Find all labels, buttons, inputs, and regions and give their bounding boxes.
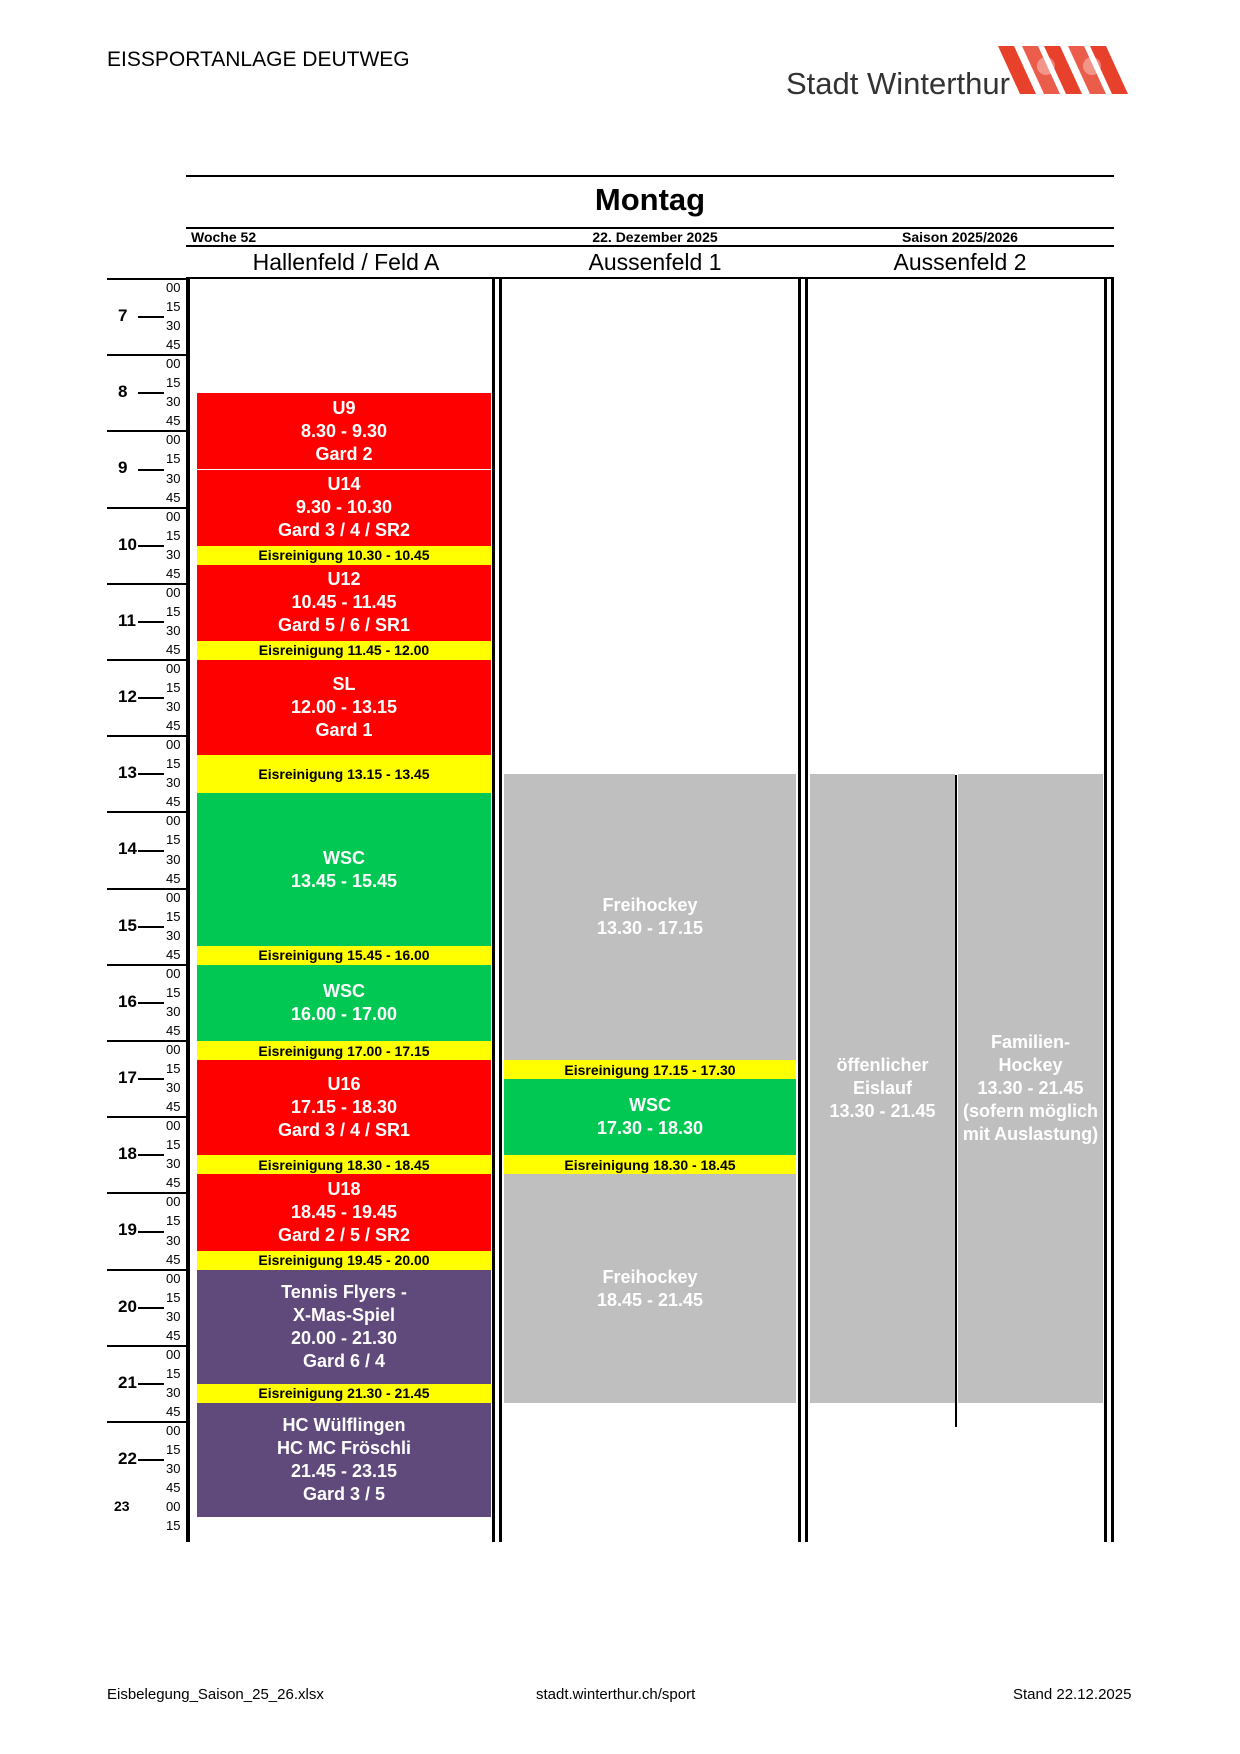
column-header-aussenfeld-1: Aussenfeld 1 (588, 249, 722, 275)
minute-label: 15 (166, 527, 181, 543)
minute-label: 45 (166, 1251, 181, 1267)
booking-text-line: U12 (327, 569, 361, 590)
hour-label: 22 (118, 1449, 137, 1468)
ice-cleaning-slot[interactable] (197, 946, 491, 965)
booking-text-line: Eisreinigung 21.30 - 21.45 (258, 1385, 430, 1402)
booking-text-line: 13.30 - 21.45 (977, 1078, 1084, 1099)
ice-cleaning-slot[interactable] (197, 1041, 491, 1060)
minute-label: 30 (166, 851, 181, 867)
half-hour-tick (138, 850, 164, 852)
half-hour-tick (138, 1459, 164, 1461)
footer-url[interactable]: stadt.winterthur.ch/sport (536, 1686, 696, 1703)
booking-block[interactable] (197, 393, 491, 469)
column-border-hallenfeld-a (492, 279, 495, 1542)
minute-label: 15 (166, 375, 181, 391)
ice-cleaning-slot[interactable] (504, 1155, 796, 1174)
ice-cleaning-slot[interactable] (197, 755, 491, 793)
column-border-left (186, 279, 190, 1542)
booking-text-line: Gard 3 / 4 / SR1 (277, 1120, 411, 1141)
minute-label: 30 (166, 1156, 181, 1172)
ice-cleaning-slot[interactable] (197, 1384, 491, 1403)
booking-text-line: Eisreinigung 10.30 - 10.45 (258, 547, 430, 564)
minute-label: 00 (166, 1118, 181, 1134)
booking-text-line: 20.00 - 21.30 (290, 1327, 398, 1348)
minute-label: 30 (166, 1308, 181, 1324)
minute-label: 15 (166, 1442, 181, 1458)
booking-text-line: (sofern möglich (962, 1101, 1098, 1122)
booking-text-line: Eisreinigung 18.30 - 18.45 (564, 1156, 736, 1173)
booking-text-line: HC MC Fröschli (276, 1438, 411, 1459)
minute-label: 15 (166, 680, 181, 696)
booking-text-line: Gard 2 / 5 / SR2 (277, 1224, 411, 1245)
minute-label: 15 (166, 908, 181, 924)
booking-text-line: WSC (323, 980, 365, 1001)
booking-text-line: 18.45 - 21.45 (596, 1289, 704, 1310)
booking-text-line: Eislauf (852, 1078, 913, 1099)
minute-label: 30 (166, 1232, 181, 1248)
booking-text-line: 21.45 - 23.15 (290, 1461, 398, 1482)
booking-text-line: Gard 1 (315, 720, 373, 741)
minute-label: 00 (166, 1346, 181, 1362)
booking-text-line: HC Wülflingen (282, 1415, 406, 1436)
hour-label: 7 (118, 306, 128, 325)
minute-label: 45 (166, 1099, 181, 1115)
winterthur-lion-logo-icon (998, 44, 1138, 96)
ice-cleaning-slot[interactable] (197, 641, 491, 660)
booking-block[interactable] (197, 470, 491, 546)
meta-rule (186, 245, 1114, 247)
half-hour-tick (138, 1307, 164, 1309)
minute-label: 45 (166, 413, 181, 429)
minute-label: 45 (166, 946, 181, 962)
minute-label: 00 (166, 1194, 181, 1210)
booking-block[interactable] (504, 774, 796, 1060)
column-border-aussenfeld1-b (805, 279, 808, 1542)
hour-label: 16 (118, 991, 137, 1011)
booking-block[interactable] (504, 1174, 796, 1403)
hour-label: 20 (118, 1296, 137, 1316)
booking-text-line: 8.30 - 9.30 (300, 420, 388, 441)
minute-label: 00 (166, 280, 181, 295)
booking-text-line: U18 (327, 1178, 361, 1199)
hour-label: 18 (118, 1144, 137, 1164)
half-hour-tick (138, 1002, 164, 1004)
minute-label: 30 (166, 622, 181, 638)
week-label: Woche 52 (191, 229, 257, 245)
minute-label: 45 (166, 1022, 181, 1038)
title-top-rule (186, 175, 1114, 177)
minute-label: 45 (166, 870, 181, 886)
ice-cleaning-slot[interactable] (197, 1155, 491, 1174)
minute-label: 00 (166, 965, 181, 981)
booking-text-line: Gard 5 / 6 / SR1 (277, 615, 411, 636)
hour-label: 23 (114, 1498, 130, 1515)
booking-text-line: 13.30 - 17.15 (596, 918, 704, 939)
minute-label: 00 (166, 1499, 181, 1515)
column-header-aussenfeld-2: Aussenfeld 2 (893, 249, 1027, 275)
minute-label: 00 (166, 432, 181, 448)
footer-stand: Stand 22.12.2025 (1013, 1686, 1132, 1703)
minute-label: 00 (166, 356, 181, 372)
minute-label: 00 (166, 813, 181, 829)
booking-text-line: 16.00 - 17.00 (290, 1003, 398, 1024)
half-hour-tick (138, 1231, 164, 1233)
booking-block[interactable] (504, 1079, 796, 1155)
booking-text-line: Familien- (990, 1032, 1070, 1053)
minute-label: 30 (166, 927, 181, 943)
booking-text-line: Eisreinigung 11.45 - 12.00 (258, 642, 430, 659)
booking-text-line: 17.15 - 18.30 (290, 1097, 398, 1118)
minute-label: 00 (166, 1270, 181, 1286)
minute-label: 00 (166, 661, 181, 676)
minute-label: 15 (166, 984, 181, 1000)
booking-text-line: WSC (629, 1095, 671, 1116)
minute-label: 45 (166, 337, 181, 353)
minute-label: 15 (166, 1061, 181, 1077)
minute-label: 15 (166, 832, 181, 848)
half-hour-tick (138, 621, 164, 623)
booking-text-line: 17.30 - 18.30 (596, 1118, 704, 1139)
booking-text-line: öffenlicher (836, 1055, 929, 1076)
minute-label: 45 (166, 641, 181, 657)
booking-block[interactable] (197, 1060, 491, 1155)
half-hour-tick (138, 469, 164, 471)
minute-label: 15 (166, 299, 181, 315)
minute-label: 15 (166, 1365, 181, 1381)
hour-label: 19 (118, 1220, 137, 1240)
booking-block[interactable] (197, 793, 491, 945)
minute-label: 15 (166, 1289, 181, 1305)
booking-text-line: Eisreinigung 17.00 - 17.15 (258, 1042, 430, 1059)
half-hour-tick (138, 1383, 164, 1385)
minute-label: 45 (166, 1175, 181, 1191)
booking-text-line: Gard 2 (315, 443, 373, 464)
booking-text-line: Gard 3 / 4 / SR2 (277, 520, 411, 541)
minute-label: 00 (166, 737, 181, 753)
hour-label: 21 (118, 1372, 137, 1392)
hour-label: 13 (118, 763, 137, 783)
column-header-hallenfeld: Hallenfeld / Feld A (252, 249, 440, 275)
booking-block[interactable] (197, 565, 491, 641)
hour-label: 14 (118, 839, 137, 859)
minute-label: 30 (166, 394, 181, 410)
minute-label: 15 (166, 1137, 181, 1153)
booking-text-line: Freihockey (602, 895, 698, 916)
booking-text-line: X-Mas-Spiel (292, 1304, 396, 1325)
half-hour-tick (138, 773, 164, 775)
booking-text-line: mit Auslastung) (962, 1124, 1099, 1145)
column-border-right-a (1104, 279, 1107, 1542)
half-hour-tick (138, 316, 164, 318)
time-axis (0, 0, 186, 1754)
minute-label: 15 (166, 603, 181, 619)
minute-label: 30 (166, 546, 181, 562)
minute-label: 30 (166, 775, 181, 791)
booking-block[interactable] (197, 1403, 491, 1517)
minute-label: 00 (166, 889, 181, 905)
minute-label: 00 (166, 1042, 181, 1057)
booking-text-line: 18.45 - 19.45 (290, 1201, 398, 1222)
ice-cleaning-slot[interactable] (197, 1251, 491, 1270)
minute-label: 45 (166, 1403, 181, 1419)
minute-label: 45 (166, 1480, 181, 1496)
booking-block[interactable] (197, 1270, 491, 1384)
minute-label: 45 (166, 718, 181, 734)
minute-label: 30 (166, 1384, 181, 1400)
minute-label: 00 (166, 508, 181, 524)
booking-text-line: 13.45 - 15.45 (290, 870, 398, 891)
booking-text-line: 10.45 - 11.45 (291, 592, 397, 613)
minute-label: 30 (166, 1080, 181, 1096)
ice-cleaning-slot[interactable] (197, 546, 491, 565)
half-hour-tick (138, 1154, 164, 1156)
booking-text-line: Gard 3 / 5 (302, 1484, 386, 1505)
minute-label: 45 (166, 794, 181, 810)
booking-text-line: Tennis Flyers - (281, 1281, 407, 1302)
booking-text-line: Eisreinigung 17.15 - 17.30 (564, 1061, 736, 1078)
booking-block[interactable] (958, 774, 1103, 1403)
booking-text-line: Hockey (998, 1055, 1063, 1076)
minute-label: 30 (166, 1461, 181, 1477)
header-bottom-rule (186, 277, 1114, 279)
minute-label: 45 (166, 565, 181, 581)
hour-label: 11 (118, 610, 136, 630)
half-hour-tick (138, 697, 164, 699)
minute-label: 30 (166, 318, 181, 334)
hour-label: 17 (118, 1068, 137, 1087)
date-label: 22. Dezember 2025 (592, 229, 718, 245)
footer-file: Eisbelegung_Saison_25_26.xlsx (107, 1686, 324, 1703)
minute-label: 00 (166, 584, 181, 600)
minute-label: 30 (166, 1003, 181, 1019)
aussenfeld-2-divider (955, 775, 957, 1427)
minute-label: 15 (166, 1518, 181, 1534)
hour-label: 8 (118, 382, 128, 402)
booking-text-line: WSC (323, 847, 365, 868)
minute-label: 00 (166, 1423, 181, 1438)
booking-text-line: Eisreinigung 13.15 - 13.45 (258, 766, 430, 783)
minute-label: 30 (166, 699, 181, 715)
booking-text-line: SL (332, 674, 356, 695)
hour-label: 15 (118, 915, 137, 935)
half-hour-tick (138, 1078, 164, 1080)
booking-text-line: Gard 6 / 4 (302, 1350, 386, 1371)
half-hour-tick (138, 926, 164, 928)
season-label: Saison 2025/2026 (902, 229, 1018, 245)
minute-label: 45 (166, 1327, 181, 1343)
booking-text-line: Eisreinigung 19.45 - 20.00 (258, 1252, 430, 1269)
booking-text-line: 12.00 - 13.15 (290, 697, 398, 718)
booking-text-line: Eisreinigung 15.45 - 16.00 (258, 947, 430, 964)
booking-block[interactable] (810, 774, 955, 1403)
booking-text-line: U14 (327, 474, 361, 495)
hour-label: 12 (118, 687, 137, 706)
booking-text-line: 13.30 - 21.45 (829, 1101, 936, 1122)
minute-label: 15 (166, 1213, 181, 1229)
hour-label: 9 (118, 458, 128, 478)
booking-text-line: Eisreinigung 18.30 - 18.45 (258, 1156, 430, 1173)
minute-label: 45 (166, 489, 181, 505)
day-title: Montag (594, 182, 706, 217)
booking-block[interactable] (197, 1174, 491, 1250)
booking-text-line: U16 (327, 1074, 361, 1095)
minute-label: 30 (166, 470, 181, 486)
column-border-aussenfeld1-a (798, 279, 801, 1542)
city-logo-text: Stadt Winterthur (786, 66, 1010, 101)
ice-cleaning-slot[interactable] (504, 1060, 796, 1079)
half-hour-tick (138, 545, 164, 547)
column-border-hallenfeld-b (499, 279, 502, 1542)
booking-text-line: Freihockey (602, 1266, 698, 1287)
booking-text-line: U9 (332, 397, 356, 418)
hour-label: 10 (118, 534, 137, 554)
facility-title: EISSPORTANLAGE DEUTWEG (107, 48, 410, 71)
booking-block[interactable] (197, 965, 491, 1041)
minute-label: 15 (166, 756, 181, 772)
booking-block[interactable] (197, 660, 491, 755)
booking-text-line: 9.30 - 10.30 (295, 497, 393, 518)
half-hour-tick (138, 392, 164, 394)
column-border-right-b (1111, 279, 1114, 1542)
minute-label: 15 (166, 451, 181, 467)
